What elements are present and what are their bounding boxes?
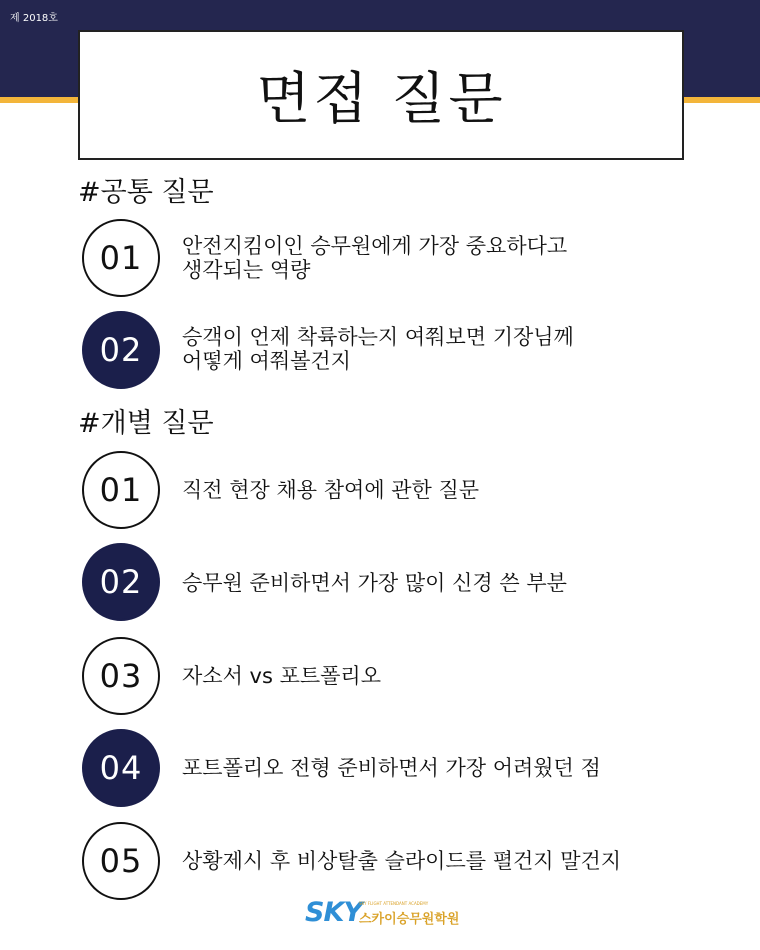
logo-tagline: SKY FLIGHT ATTENDANT ACADEMY — [359, 901, 429, 906]
question-number-badge: 05 — [82, 822, 160, 900]
accent-stripe-left — [0, 97, 78, 103]
accent-stripe-right — [684, 97, 760, 103]
question-text: 상황제시 후 비상탈출 슬라이드를 펼건지 말건지 — [182, 849, 622, 873]
question-text: 승무원 준비하면서 가장 많이 신경 쓴 부분 — [182, 571, 567, 595]
question-text-line: 안전지킴이인 승무원에게 가장 중요하다고 생각되는 역량 — [182, 234, 568, 282]
page-title: 면접 질문 — [256, 67, 506, 132]
question-text: 직전 현장 채용 참여에 관한 질문 — [182, 478, 480, 502]
question-number-badge: 01 — [82, 219, 160, 297]
academy-logo — [305, 895, 475, 931]
logo-name: 스카이승무원학원 — [359, 912, 460, 927]
issue-label: 제 2018호 — [10, 13, 58, 24]
question-number-badge: 01 — [82, 451, 160, 529]
question-number-badge: 03 — [82, 637, 160, 715]
question-text-line: 승객이 언제 착륙하는지 여쭤보면 기장님께 어떻게 여쭤볼건지 — [182, 325, 574, 373]
title-box — [78, 30, 684, 160]
question-text — [182, 234, 722, 282]
section-heading-individual: #개별 질문 — [78, 408, 214, 439]
question-number-badge: 04 — [82, 729, 160, 807]
logo-mark: SKY — [305, 897, 362, 928]
question-text: 자소서 vs 포트폴리오 — [182, 664, 382, 688]
question-number-badge: 02 — [82, 311, 160, 389]
question-text: 포트폴리오 전형 준비하면서 가장 어려웠던 점 — [182, 756, 601, 780]
section-heading-common: #공통 질문 — [78, 177, 214, 208]
question-number-badge: 02 — [82, 543, 160, 621]
question-text — [182, 325, 722, 373]
